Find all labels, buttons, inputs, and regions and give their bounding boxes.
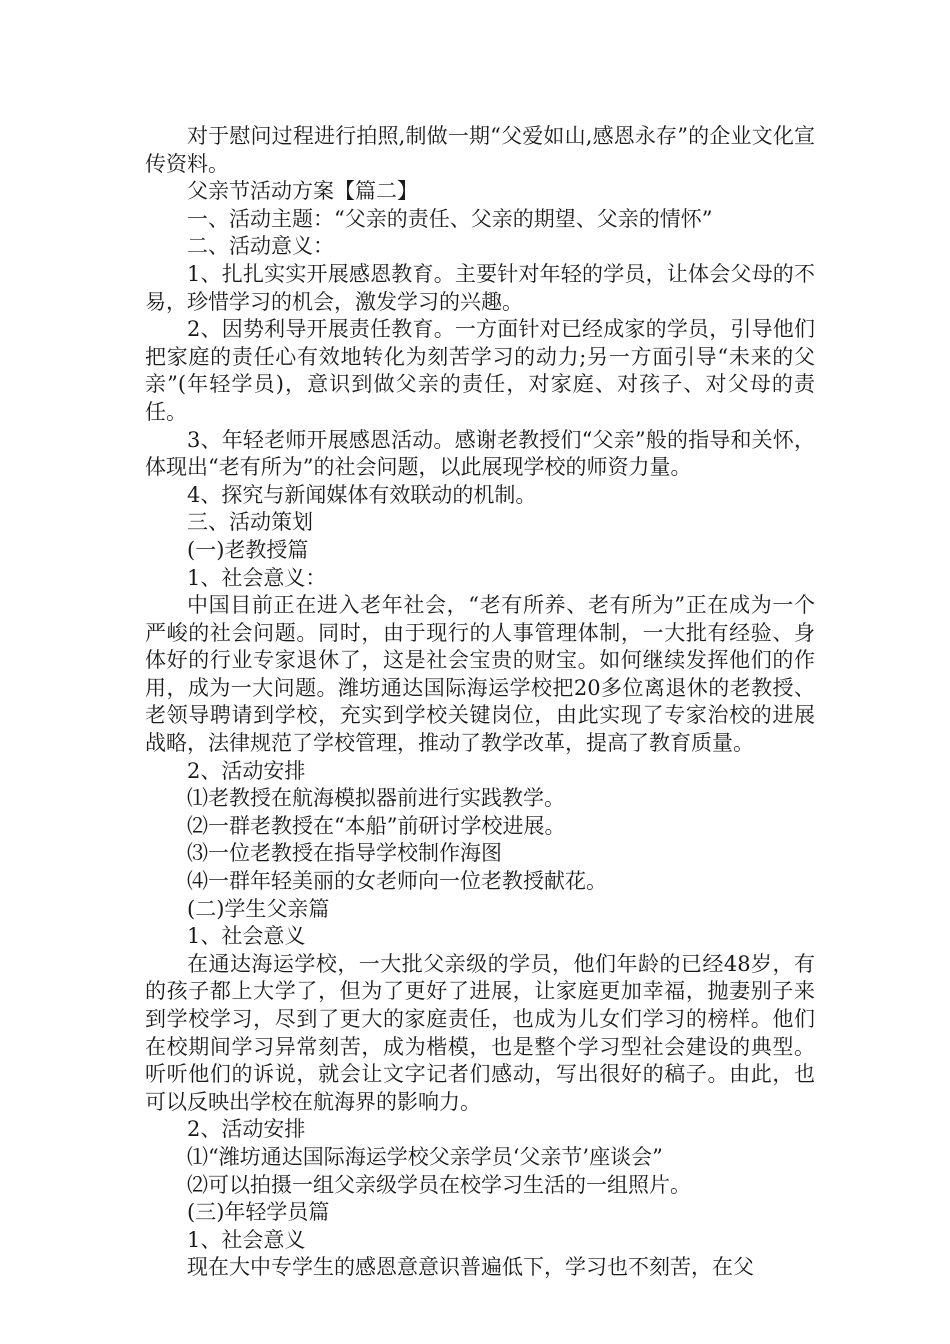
subheading-social-significance-2: 1、社会意义 <box>187 924 306 949</box>
paragraph-aging-society: 中国目前正在进入老年社会，“老有所养、老有所为”正在成为一个严峻的社会问题。同时，由于现行的人事管理体制，一大批有经验、身体好的行业专家退休了，这是社会宝贵的财宝。如何继续发挥他们的作用，成为一大问题。潍坊通达国际海运学校把20多位离退休的老教授、老领导聘请到学校，充实到学校关键岗位，由此实现了专家治校的进展战略，法律规范了学校管理，推动了教学改革，提高了教育质量。 <box>145 593 815 756</box>
heading-activity-planning: 三、活动策划 <box>187 510 313 535</box>
paragraph-father-students: 在通达海运学校，一大批父亲级的学员，他们年龄的已经48岁，有的孩子都上大学了，但为了更好了进展，让家庭更加幸福，抛妻别子来到学校学习，尽到了更大的家庭责任，也成为儿女们学习的榜样。他们在校期间学习异常刻苦，成为楷模，也是整个学习型社会建设的典型。听听他们的诉说，就会让文字记者们感动，写出很好的稿子。由此，也可以反映出学校在航海界的影响力。 <box>145 951 815 1114</box>
paragraph-young-students-gratitude: 现在大中专学生的感恩意意识普遍低下，学习也不刻苦，在父 <box>187 1255 754 1280</box>
subheading-student-fathers: (二)学生父亲篇 <box>187 896 330 921</box>
subheading-young-students: (三)年轻学员篇 <box>187 1200 330 1225</box>
subheading-social-significance-1: 1、社会意义： <box>187 565 327 590</box>
list-item-4: ⑷一群年轻美丽的女老师向一位老教授献花。 <box>187 869 607 894</box>
list-item-3: ⑶一位老教授在指导学校制作海图 <box>187 841 502 866</box>
list-item-forum: ⑴“潍坊通达国际海运学校父亲学员‘父亲节’座谈会” <box>187 1144 663 1169</box>
list-item-photos: ⑵可以拍摄一组父亲级学员在校学习生活的一组照片。 <box>187 1172 691 1197</box>
heading-activity-significance: 二、活动意义： <box>187 234 334 259</box>
paragraph-gratitude-education: 1、扎扎实实开展感恩教育。主要针对年轻的学员，让体会父母的不易，珍惜学习的机会，激发学习的兴趣。 <box>145 261 815 314</box>
document-body <box>145 123 815 1282</box>
subheading-activity-arrangement-1: 2、活动安排 <box>187 758 306 783</box>
subheading-old-professors: (一)老教授篇 <box>187 537 309 562</box>
paragraph-young-teachers: 3、年轻老师开展感恩活动。感谢老教授们“父亲”般的指导和关怀，体现出“老有所为”的社会问题，以此展现学校的师资力量。 <box>145 427 815 480</box>
paragraph-media-linkage: 4、探究与新闻媒体有效联动的机制。 <box>187 482 537 507</box>
paragraph-photo-note: 对于慰问过程进行拍照,制做一期“父爱如山,感恩永存”的企业文化宣传资料。 <box>145 124 815 176</box>
section-title-part-two: 父亲节活动方案【篇二】 <box>187 179 418 204</box>
list-item-2: ⑵一群老教授在“本船”前研讨学校进展。 <box>187 813 566 838</box>
paragraph-responsibility-education: 2、因势利导开展责任教育。一方面针对已经成家的学员，引导他们把家庭的责任心有效地转化为刻苦学习的动力;另一方面引导“未来的父亲”(年轻学员)，意识到做父亲的责任，对家庭、对孩子、对父母的责任。 <box>145 317 815 424</box>
subheading-social-significance-3: 1、社会意义 <box>187 1227 306 1252</box>
list-item-1: ⑴老教授在航海模拟器前进行实践教学。 <box>187 786 565 811</box>
heading-activity-theme: 一、活动主题：“父亲的责任、父亲的期望、父亲的情怀” <box>187 206 713 231</box>
subheading-activity-arrangement-2: 2、活动安排 <box>187 1117 306 1142</box>
